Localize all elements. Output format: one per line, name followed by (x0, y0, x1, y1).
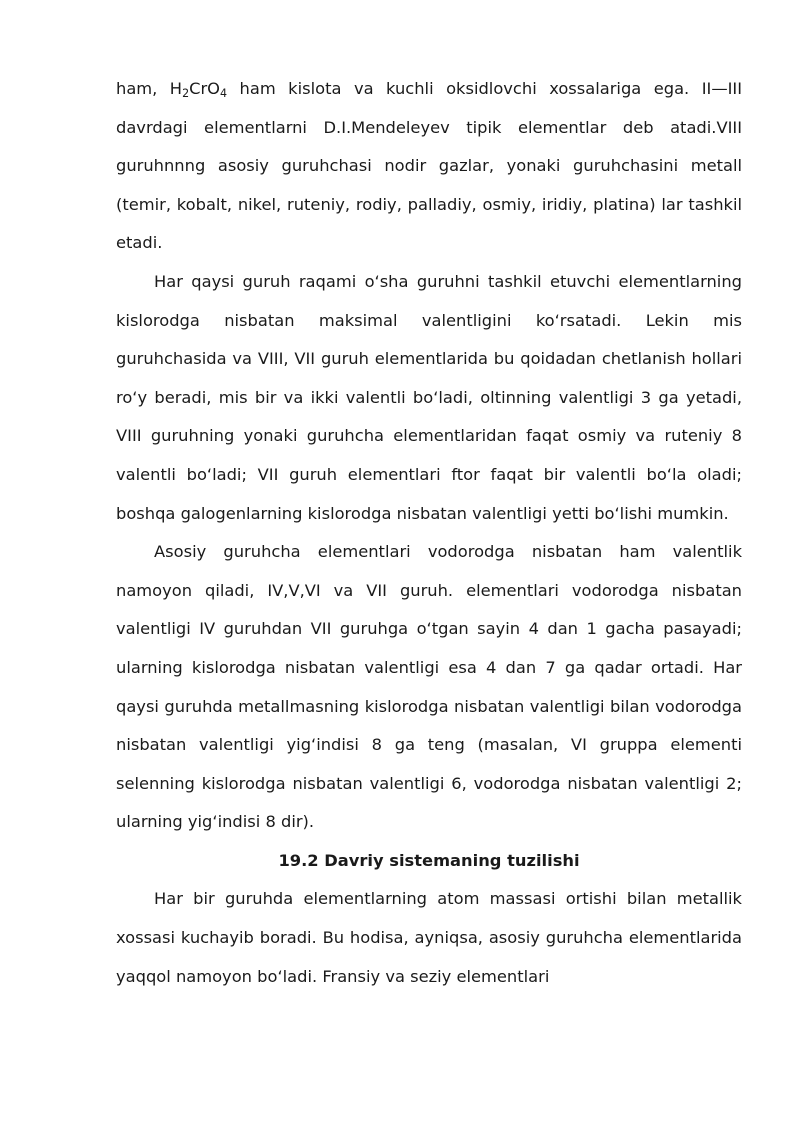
formula-subscript-2: 2 (182, 87, 190, 101)
paragraph-2: Har qaysi guruh raqami o‘sha guruhni tashkil etuvchi elementlarning kislorodga nisbatan maksimal valentligini ko‘rsatadi. Lekin mis guruhchasida va VIII, VII guruh elementlarida bu qoidadan chetlanish hollari ro‘y beradi, mis bir va ikki valentli bo‘ladi, oltinning valentligi 3 ga yetadi, VIII guruhning yonaki guruhcha elementlaridan faqat osmiy va ruteniy 8 valentli bo‘ladi; VII guruh elementlari ftor faqat bir valentli bo‘la oladi; boshqa galogenlarning kislorodga nisbatan valentligi yetti bo‘lishi mumkin. (116, 271, 742, 523)
section-heading: 19.2 Davriy sistemaning tuzilishi (278, 850, 580, 870)
formula-subscript-4: 4 (220, 87, 228, 101)
page-body (116, 70, 742, 996)
p1-text-start: ham, H (116, 79, 183, 98)
paragraph-1 (116, 70, 742, 263)
p1-text-rest: ham kislota va kuchli oksidlovchi xossalariga ega. II—III davrdagi elementlarni D.I.Mendeleyev tipik elementlar deb atadi.VIII guruhnnng asosiy guruhchasi nodir gazlar, yonaki guruhchasini metall (temir, kobalt, nikel, ruteniy, rodiy, palladiy, osmiy, iridiy, platina) lar tashkil etadi. (116, 79, 742, 253)
paragraph-4: Har bir guruhda elementlarning atom massasi ortishi bilan metallik xossasi kuchayib boradi. Bu hodisa, ayniqsa, asosiy guruhcha elementlarida yaqqol namoyon bo‘ladi. Fransiy va seziy elementlari (116, 889, 742, 986)
paragraph-3: Asosiy guruhcha elementlari vodorodga nisbatan ham valentlik namoyon qiladi, IV,V,VI va VII guruh. elementlari vodorodga nisbatan valentligi IV guruhdan VII guruhga o‘tgan sayin 4 dan 1 gacha pasayadi; ularning kislorodga nisbatan valentligi esa 4 dan 7 ga qadar ortadi. Har qaysi guruhda metallmasning kislorodga nisbatan valentligi bilan vodorodga nisbatan valentligi yig‘indisi 8 ga teng (masalan, VI gruppa elementi selenning kislorodga nisbatan valentligi 6, vodorodga nisbatan valentligi 2; ularning yig‘indisi 8 dir). (116, 542, 742, 832)
formula-cro: CrO (189, 79, 221, 98)
